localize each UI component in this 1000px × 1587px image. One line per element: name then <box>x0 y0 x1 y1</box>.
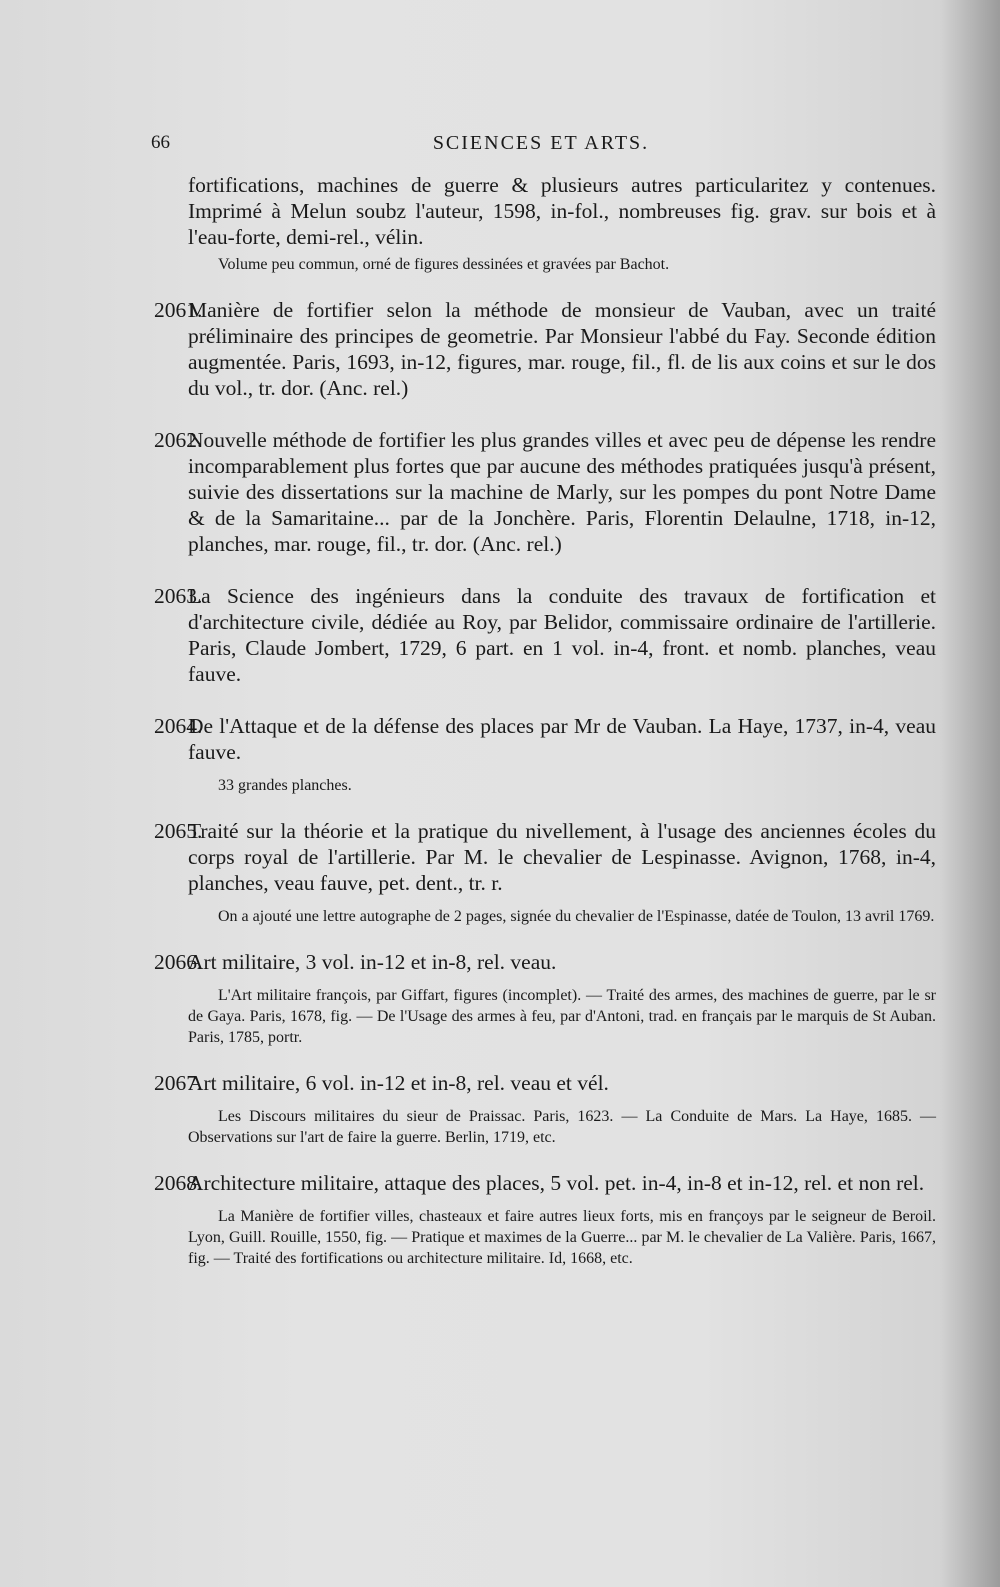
page-number: 66 <box>151 132 170 153</box>
entry-number: 2066. <box>154 950 203 974</box>
page-header <box>151 132 931 162</box>
catalog-entry-2064 <box>154 713 936 765</box>
continued-entry-note: Volume peu commun, orné de figures dessinées et gravées par Bachot. <box>218 256 670 273</box>
entry-text: De l'Attaque et de la défense des places par Mr de Vauban. La Haye, 1737, in-4, veau fauve. <box>188 714 936 764</box>
entry-text: Art militaire, 3 vol. in-12 et in-8, rel. veau. <box>188 950 557 974</box>
catalog-entry-2063 <box>154 583 936 687</box>
spacer <box>188 417 936 427</box>
entry-note: On a ajouté une lettre autographe de 2 pages, signée du chevalier de l'Espinasse, datée de Toulon, 13 avril 1769. <box>218 908 935 925</box>
spacer <box>188 703 936 713</box>
entry-note: L'Art militaire françois, par Giffart, figures (incomplet). — Traité des armes, des machines de guerre, par le sr de Gaya. Paris, 1678, fig. — De l'Usage des armes à feu, par d'Antoni, trad. en français par le marquis de St Auban. Paris, 1785, portr. <box>188 987 936 1046</box>
entry-number: 2061. <box>154 298 203 322</box>
catalog-entry-2067 <box>154 1070 936 1096</box>
entry-note: La Manière de fortifier villes, chasteaux et faire autres lieux forts, mis en françoys par le seigneur de Beroil. Lyon, Guill. Rouille, 1550, fig. — Pratique et maximes de la Guerre... par M. le chevalier de La Valière. Paris, 1667, fig. — Traité des fortifications ou architecture militaire. Id, 1668, etc. <box>188 1208 936 1267</box>
entry-note: Les Discours militaires du sieur de Praissac. Paris, 1623. — La Conduite de Mars. La Haye, 1685. — Observations sur l'art de faire la guerre. Berlin, 1719, etc. <box>188 1108 936 1146</box>
catalog-body <box>154 172 936 1291</box>
entry-number: 2062. <box>154 428 203 452</box>
entry-text: Nouvelle méthode de fortifier les plus grandes villes et avec peu de dépense les rendre incomparablement plus fortes que par aucune des méthodes pratiquées jusqu'à présent, suivie des dissertations sur la machine de Marly, sur les pompes du pont Notre Dame & de la Samaritaine... par de la Jonchère. Paris, Florentin Delaulne, 1718, in-12, planches, mar. rouge, fil., tr. dor. (Anc. rel.) <box>188 428 936 556</box>
catalog-entry-2065 <box>154 818 936 896</box>
catalog-entry-2066 <box>154 949 936 975</box>
entry-text: Manière de fortifier selon la méthode de monsieur de Vauban, avec un traité préliminaire des principes de geometrie. Par Monsieur l'abbé du Fay. Seconde édition augmentée. Paris, 1693, in-12, figures, mar. rouge, fil., fl. de lis aux coins et sur le dos du vol., tr. dor. (Anc. rel.) <box>188 298 936 400</box>
entry-text: La Science des ingénieurs dans la conduite des travaux de fortification et d'architecture civile, dédiée au Roy, par Belidor, commissaire ordinaire de l'artillerie. Paris, Claude Jombert, 1729, 6 part. en 1 vol. in-4, front. et nomb. planches, veau fauve. <box>188 584 936 686</box>
running-title: SCIENCES ET ARTS. <box>432 132 650 154</box>
entry-text: Traité sur la théorie et la pratique du nivellement, à l'usage des anciennes écoles du corps royal de l'artillerie. Par M. le chevalier de Lespinasse. Avignon, 1768, in-4, planches, veau fauve, pet. dent., tr. r. <box>188 819 936 895</box>
continued-entry-text: fortifications, machines de guerre & plusieurs autres particularitez y contenues. Imprimé à Melun soubz l'auteur, 1598, in-fol., nombreuses fig. grav. sur bois et à l'eau-forte, demi-rel., vélin. <box>188 173 936 249</box>
entry-note: 33 grandes planches. <box>218 777 352 794</box>
spacer <box>188 573 936 583</box>
catalog-entry-2061 <box>154 297 936 401</box>
catalog-entry-2062 <box>154 427 936 557</box>
entry-text: Architecture militaire, attaque des places, 5 vol. pet. in-4, in-8 et in-12, rel. et non rel. <box>188 1171 925 1195</box>
entry-text: Art militaire, 6 vol. in-12 et in-8, rel. veau et vél. <box>188 1071 609 1095</box>
entry-number: 2067. <box>154 1071 203 1095</box>
entry-number: 2063. <box>154 584 203 608</box>
entry-number: 2065. <box>154 819 203 843</box>
entry-number: 2064. <box>154 714 203 738</box>
entry-number: 2068. <box>154 1171 203 1195</box>
continued-entry <box>188 172 936 250</box>
catalog-entry-2068 <box>154 1170 936 1196</box>
